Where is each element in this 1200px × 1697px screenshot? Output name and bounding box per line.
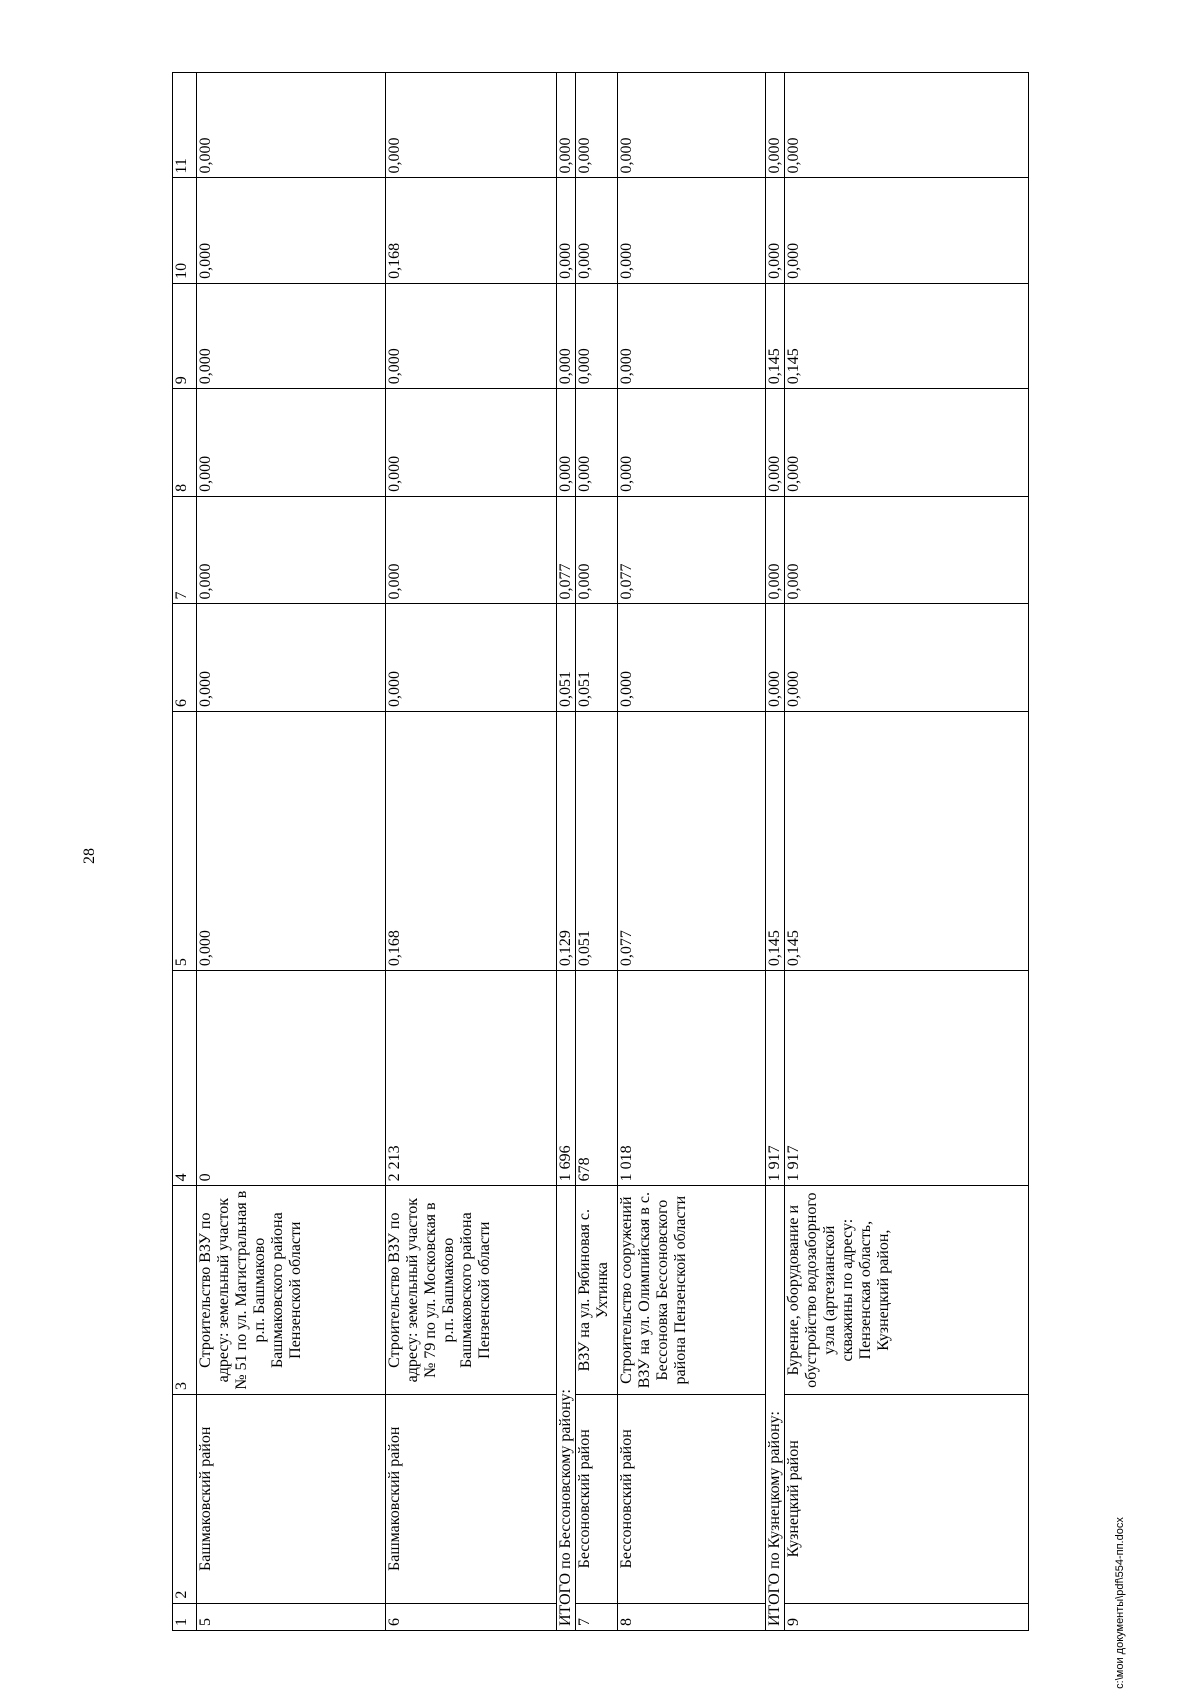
district-cell: Бессоновский район bbox=[576, 1394, 618, 1603]
value-cell: 0,129 bbox=[557, 712, 576, 971]
value-cell: 0,077 bbox=[557, 496, 576, 604]
value-cell: 0,077 bbox=[618, 712, 766, 971]
value-cell: 0,000 bbox=[576, 496, 618, 604]
row-number: 8 bbox=[618, 1603, 766, 1630]
district-cell: Бессоновский район bbox=[618, 1394, 766, 1603]
table-row bbox=[576, 73, 618, 1631]
value-cell: 0,145 bbox=[766, 283, 785, 388]
value-cell: 0,000 bbox=[766, 604, 785, 712]
header-cell: 3 bbox=[173, 1186, 197, 1395]
value-cell: 0,000 bbox=[618, 604, 766, 712]
value-cell: 0,000 bbox=[576, 178, 618, 283]
header-cell: 6 bbox=[173, 604, 197, 712]
value-cell: 0,000 bbox=[766, 496, 785, 604]
value-cell: 0,000 bbox=[618, 389, 766, 497]
header-cell: 5 bbox=[173, 712, 197, 971]
value-cell: 0,000 bbox=[618, 73, 766, 178]
value-cell: 0,000 bbox=[386, 389, 557, 497]
value-cell: 0,000 bbox=[386, 604, 557, 712]
value-cell: 0,000 bbox=[618, 178, 766, 283]
total-label: ИТОГО по Бессоновскому району: bbox=[557, 1186, 576, 1631]
description-cell: Бурение, оборудование и обустройство водозаборного узла (артезианской скважины по адресу: Пензенская область, Кузнецкий район, bbox=[785, 1186, 1029, 1395]
value-cell: 0,000 bbox=[576, 389, 618, 497]
budget-table bbox=[172, 72, 1029, 1631]
header-cell: 2 bbox=[173, 1394, 197, 1603]
value-cell: 0,145 bbox=[785, 712, 1029, 971]
row-number: 6 bbox=[386, 1603, 557, 1630]
total-row bbox=[557, 73, 576, 1631]
value-cell: 0,168 bbox=[386, 712, 557, 971]
total-label: ИТОГО по Кузнецкому району: bbox=[766, 1186, 785, 1631]
value-cell: 0,000 bbox=[576, 73, 618, 178]
value-cell: 0,077 bbox=[618, 496, 766, 604]
footer-path: c:\мои документы\pdf\554-пп.docx bbox=[1114, 1517, 1126, 1689]
header-cell: 4 bbox=[173, 971, 197, 1186]
value-cell: 0,000 bbox=[197, 73, 386, 178]
district-cell: Башмаковский район bbox=[197, 1394, 386, 1603]
value-cell: 0,000 bbox=[197, 604, 386, 712]
row-number: 9 bbox=[785, 1603, 1029, 1630]
value-cell: 0,000 bbox=[557, 178, 576, 283]
value-cell: 0,000 bbox=[785, 604, 1029, 712]
value-cell: 0,000 bbox=[386, 73, 557, 178]
value-cell: 0,000 bbox=[785, 178, 1029, 283]
description-cell: Строительство ВЗУ по адресу: земельный участок № 51 по ул. Магистральная в р.п. Башмаково Башмаковского района Пензенской области bbox=[197, 1186, 386, 1395]
header-cell: 8 bbox=[173, 389, 197, 497]
description-cell: Строительство сооружений ВЗУ на ул. Олимпийская в с. Бессоновка Бессоновского района Пензенской области bbox=[618, 1186, 766, 1395]
value-cell: 0,000 bbox=[197, 712, 386, 971]
value-cell: 678 bbox=[576, 971, 618, 1186]
value-cell: 0,000 bbox=[386, 496, 557, 604]
value-cell: 1 917 bbox=[766, 971, 785, 1186]
value-cell: 0,000 bbox=[618, 283, 766, 388]
district-cell: Кузнецкий район bbox=[785, 1394, 1029, 1603]
header-cell: 1 bbox=[173, 1603, 197, 1630]
value-cell: 0,000 bbox=[197, 283, 386, 388]
value-cell: 0,000 bbox=[386, 283, 557, 388]
value-cell: 0,000 bbox=[785, 496, 1029, 604]
header-row bbox=[173, 73, 197, 1631]
value-cell: 1 917 bbox=[785, 971, 1029, 1186]
header-cell: 9 bbox=[173, 283, 197, 388]
value-cell: 0,051 bbox=[576, 604, 618, 712]
table-container bbox=[172, 72, 1029, 1631]
value-cell: 0,000 bbox=[766, 178, 785, 283]
value-cell: 0,000 bbox=[557, 389, 576, 497]
value-cell: 0,000 bbox=[197, 496, 386, 604]
page-number: 28 bbox=[81, 848, 98, 864]
row-number: 5 bbox=[197, 1603, 386, 1630]
value-cell: 1 018 bbox=[618, 971, 766, 1186]
district-cell: Башмаковский район bbox=[386, 1394, 557, 1603]
value-cell: 0,000 bbox=[576, 283, 618, 388]
value-cell: 0,000 bbox=[197, 389, 386, 497]
value-cell: 0,000 bbox=[557, 283, 576, 388]
table-row bbox=[197, 73, 386, 1631]
value-cell: 0,051 bbox=[576, 712, 618, 971]
table-rotated-wrapper bbox=[172, 72, 1029, 1631]
value-cell: 0,145 bbox=[785, 283, 1029, 388]
value-cell: 0,051 bbox=[557, 604, 576, 712]
row-number: 7 bbox=[576, 1603, 618, 1630]
header-cell: 11 bbox=[173, 73, 197, 178]
header-cell: 7 bbox=[173, 496, 197, 604]
value-cell: 0 bbox=[197, 971, 386, 1186]
value-cell: 1 696 bbox=[557, 971, 576, 1186]
total-row bbox=[766, 73, 785, 1631]
value-cell: 0,145 bbox=[766, 712, 785, 971]
table-row bbox=[785, 73, 1029, 1631]
value-cell: 0,000 bbox=[557, 73, 576, 178]
table-row bbox=[386, 73, 557, 1631]
value-cell: 0,000 bbox=[785, 389, 1029, 497]
value-cell: 0,000 bbox=[766, 73, 785, 178]
description-cell: ВЗУ на ул. Рябиновая с. Ухтинка bbox=[576, 1186, 618, 1395]
table-row bbox=[618, 73, 766, 1631]
description-cell: Строительство ВЗУ по адресу: земельный участок № 79 по ул. Московская в р.п. Башмаково Башмаковского района Пензенской области bbox=[386, 1186, 557, 1395]
value-cell: 0,000 bbox=[197, 178, 386, 283]
value-cell: 2 213 bbox=[386, 971, 557, 1186]
value-cell: 0,000 bbox=[785, 73, 1029, 178]
value-cell: 0,168 bbox=[386, 178, 557, 283]
value-cell: 0,000 bbox=[766, 389, 785, 497]
header-cell: 10 bbox=[173, 178, 197, 283]
